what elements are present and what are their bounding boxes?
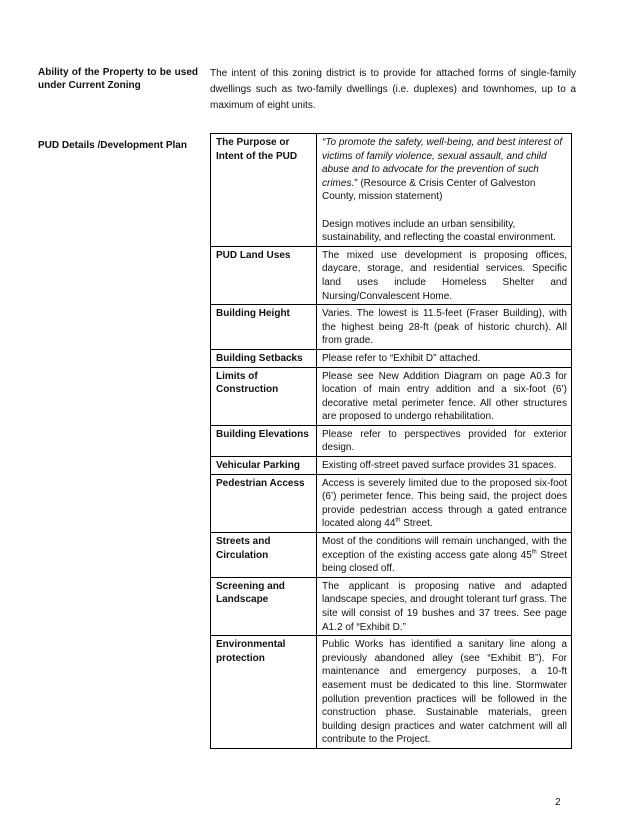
- ability-text: The intent of this zoning district is to provide for attached forms of single-family dwellings such as two-family dwellings (i.e. duplexes) and townhomes, up to a maximum of eight units.: [210, 68, 576, 111]
- page-number: 2: [555, 797, 561, 808]
- row-key: Screening and Landscape: [211, 577, 317, 635]
- row-key: Building Setbacks: [211, 349, 317, 367]
- row-value: [317, 474, 572, 532]
- row-value: Please refer to “Exhibit D” attached.: [317, 349, 572, 367]
- table-row: [211, 425, 572, 456]
- row-key: Vehicular Parking: [211, 457, 317, 475]
- row-value: Existing off-street paved surface provides 31 spaces.: [317, 457, 572, 475]
- row-value: Varies. The lowest is 11.5-feet (Fraser Building), with the highest being 28-ft (peak of historic church). All from grade.: [317, 305, 572, 350]
- row-value-text: Most of the conditions will remain unchanged, with the exception of the existing access gate along 45: [322, 536, 567, 561]
- table-row: [211, 367, 572, 425]
- table-row: [211, 134, 572, 247]
- row-value: Please refer to perspectives provided for exterior design.: [317, 425, 572, 456]
- design-motives: Design motives include an urban sensibility, sustainability, and reflecting the coastal environment.: [322, 218, 556, 244]
- mission-quote: “To promote the safety, well-being, and best interest of victims of family violence, sexual assault, and child abuse and to advocate for the prevention of such crimes.: [322, 137, 563, 189]
- pud-table: [210, 133, 572, 749]
- ordinal-suffix: th: [531, 549, 537, 556]
- table-row: [211, 577, 572, 635]
- row-key: Pedestrian Access: [211, 474, 317, 532]
- row-value-text-end: Street being closed off.: [322, 549, 567, 575]
- pud-label: PUD Details /Development Plan: [38, 140, 187, 151]
- table-row: [211, 533, 572, 578]
- row-value: Please see New Addition Diagram on page A0.3 for location of main entry addition and a six-foot (6’) decorative metal perimeter fence. All other structures are proposed to undergo rehabilitation.: [317, 367, 572, 425]
- table-row: [211, 349, 572, 367]
- row-key: Streets and Circulation: [211, 533, 317, 578]
- row-value-text: Access is severely limited due to the proposed six-foot (6’) perimeter fence. This being said, the project does provide pedestrian access through a gated entrance located along 44: [322, 477, 567, 530]
- table-row: [211, 474, 572, 532]
- mission-source: ” (Resource & Crisis Center of Galveston County, mission statement): [322, 177, 536, 203]
- ability-label: Ability of the Property to be used under Current Zoning: [38, 67, 198, 92]
- row-key: Building Height: [211, 305, 317, 350]
- table-row: [211, 457, 572, 475]
- table-row: [211, 305, 572, 350]
- row-key: Building Elevations: [211, 425, 317, 456]
- row-value: Public Works has identified a sanitary line along a previously abandoned alley (see “Exhibit B”). For maintenance and emergency purposes, a 10-ft easement must be dedicated to this line. Stormwater pollution prevention practices will be followed in the construction phase. Sustainable materials, green building design practices and water catchment will all contribute to the Project.: [317, 636, 572, 749]
- table-row: [211, 246, 572, 304]
- row-key: The Purpose or Intent of the PUD: [211, 134, 317, 247]
- row-key: PUD Land Uses: [211, 246, 317, 304]
- row-value: The applicant is proposing native and adapted landscape species, and drought tolerant turf grass. The site will consist of 19 bushes and 37 trees. See page A1.2 of “Exhibit D.”: [317, 577, 572, 635]
- row-value: The mixed use development is proposing offices, daycare, storage, and residential services. Specific land uses include Homeless Shelter and Nursing/Convalescent Home.: [317, 246, 572, 304]
- table-row: [211, 636, 572, 749]
- row-key: Environmental protection: [211, 636, 317, 749]
- row-value-text-end: Street.: [400, 518, 433, 530]
- row-value: [317, 134, 572, 247]
- ordinal-suffix: th: [395, 518, 401, 525]
- row-value: [317, 533, 572, 578]
- row-key: Limits of Construction: [211, 367, 317, 425]
